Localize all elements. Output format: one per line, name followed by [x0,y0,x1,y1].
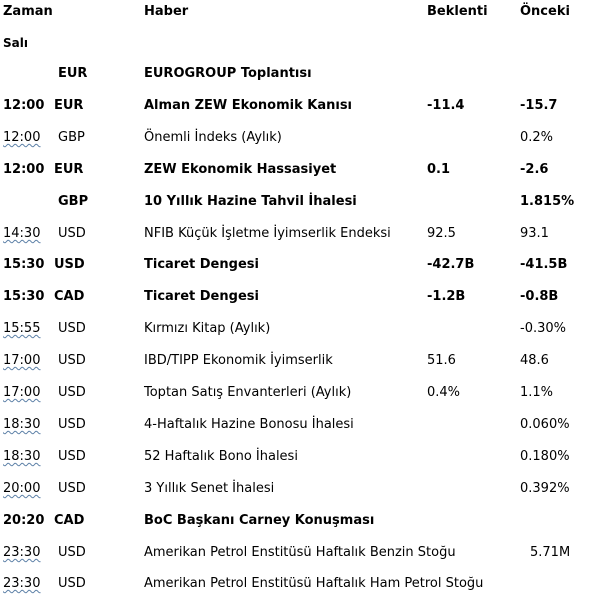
row-previous: -0.30% [520,321,566,336]
row-previous: -15.7 [520,98,558,113]
row-event: 4-Haftalık Hazine Bonosu İhalesi [144,417,354,432]
row-expected [427,190,517,214]
row-currency: GBP [58,194,89,209]
row-event: Amerikan Petrol Enstitüsü Haftalık Benzin Stoğu [144,545,456,560]
table-row [0,541,590,565]
table-row [0,509,590,533]
table-row [0,62,590,86]
row-event: 10 Yıllık Hazine Tahvil İhalesi [144,194,357,209]
row-event: Önemli İndeks (Aylık) [144,130,282,145]
row-currency: USD [58,545,86,560]
header-row [0,0,590,24]
table-row [0,445,590,469]
row-time: 18:30 [3,449,41,464]
row-currency: USD [58,576,86,591]
row-time: 14:30 [3,226,41,241]
row-currency: USD [58,417,86,432]
table-row [0,349,590,373]
row-expected: -1.2B [427,289,466,304]
header-previous: Önceki [520,4,570,19]
row-currency: USD [54,257,85,272]
row-event: 52 Haftalık Bono İhalesi [144,449,298,464]
row-currency: USD [58,226,86,241]
row-expected: 0.4% [427,385,461,400]
row-time: 17:00 [3,385,41,400]
row-event: EUROGROUP Toplantısı [144,66,312,81]
row-currency: USD [58,449,86,464]
day-row [0,31,590,55]
row-time: 15:30 [3,289,45,304]
row-time: 12:00 [3,98,45,113]
row-time: 15:30 [3,257,45,272]
row-previous: 0.060% [520,417,570,432]
row-previous: 1.815% [520,194,575,209]
row-event: Toptan Satış Envanterleri (Aylık) [144,385,352,400]
row-currency: CAD [54,513,85,528]
row-currency: USD [58,321,86,336]
row-currency: EUR [54,98,84,113]
row-event: NFIB Küçük İşletme İyimserlik Endeksi [144,226,391,241]
table-row [0,477,590,501]
row-event: Kırmızı Kitap (Aylık) [144,321,271,336]
row-expected [427,541,517,565]
row-event: IBD/TIPP Ekonomik İyimserlik [144,353,333,368]
row-time [3,62,51,86]
row-previous: 93.1 [520,226,549,241]
row-time: 18:30 [3,417,41,432]
row-time [3,190,51,214]
row-currency: EUR [58,66,88,81]
row-time: 12:00 [3,130,41,145]
day-label: Salı [3,36,28,50]
row-expected: 51.6 [427,353,456,368]
header-time: Zaman [3,4,53,19]
table-row [0,381,590,405]
table-row [0,126,590,150]
row-currency: GBP [58,130,85,145]
row-currency: USD [58,385,86,400]
row-event: Amerikan Petrol Enstitüsü Haftalık Ham Petrol Stoğu [144,576,484,591]
row-time: 20:00 [3,481,41,496]
row-previous: 1.1% [520,385,554,400]
row-previous: 5.71M [530,545,571,560]
row-previous: 48.6 [520,353,549,368]
table-row [0,285,590,309]
table-row [0,572,590,596]
table-row [0,253,590,277]
table-row [0,317,590,341]
row-expected [427,509,517,533]
row-previous: -41.5B [520,257,568,272]
row-expected [427,445,517,469]
row-previous: -2.6 [520,162,549,177]
row-event: Ticaret Dengesi [144,289,259,304]
row-time: 15:55 [3,321,41,336]
row-event: ZEW Ekonomik Hassasiyet [144,162,337,177]
row-expected: -42.7B [427,257,475,272]
row-time: 23:30 [3,576,41,591]
row-time: 20:20 [3,513,45,528]
row-event: Alman ZEW Ekonomik Kanısı [144,98,353,113]
row-event: BoC Başkanı Carney Konuşması [144,513,375,528]
header-news: Haber [144,4,189,19]
row-expected [427,572,517,596]
row-time: 23:30 [3,545,41,560]
row-previous: 0.180% [520,449,570,464]
row-event: 3 Yıllık Senet İhalesi [144,481,275,496]
row-previous: 0.2% [520,130,554,145]
row-currency: CAD [54,289,85,304]
row-expected [427,413,517,437]
row-previous: -0.8B [520,289,559,304]
row-expected: 0.1 [427,162,451,177]
row-previous: 0.392% [520,481,570,496]
header-expected: Beklenti [427,4,488,19]
table-row [0,222,590,246]
row-previous [520,62,590,86]
row-currency: USD [58,481,86,496]
row-expected [427,62,517,86]
row-expected [427,317,517,341]
table-row [0,158,590,182]
table-row [0,190,590,214]
table-row [0,94,590,118]
row-expected [427,477,517,501]
row-time: 17:00 [3,353,41,368]
row-expected [427,126,517,150]
row-event: Ticaret Dengesi [144,257,259,272]
table-row [0,413,590,437]
row-currency: USD [58,353,86,368]
row-expected: 92.5 [427,226,456,241]
row-expected: -11.4 [427,98,465,113]
row-time: 12:00 [3,162,45,177]
row-currency: EUR [54,162,84,177]
row-previous [520,509,590,533]
row-previous [520,572,590,596]
